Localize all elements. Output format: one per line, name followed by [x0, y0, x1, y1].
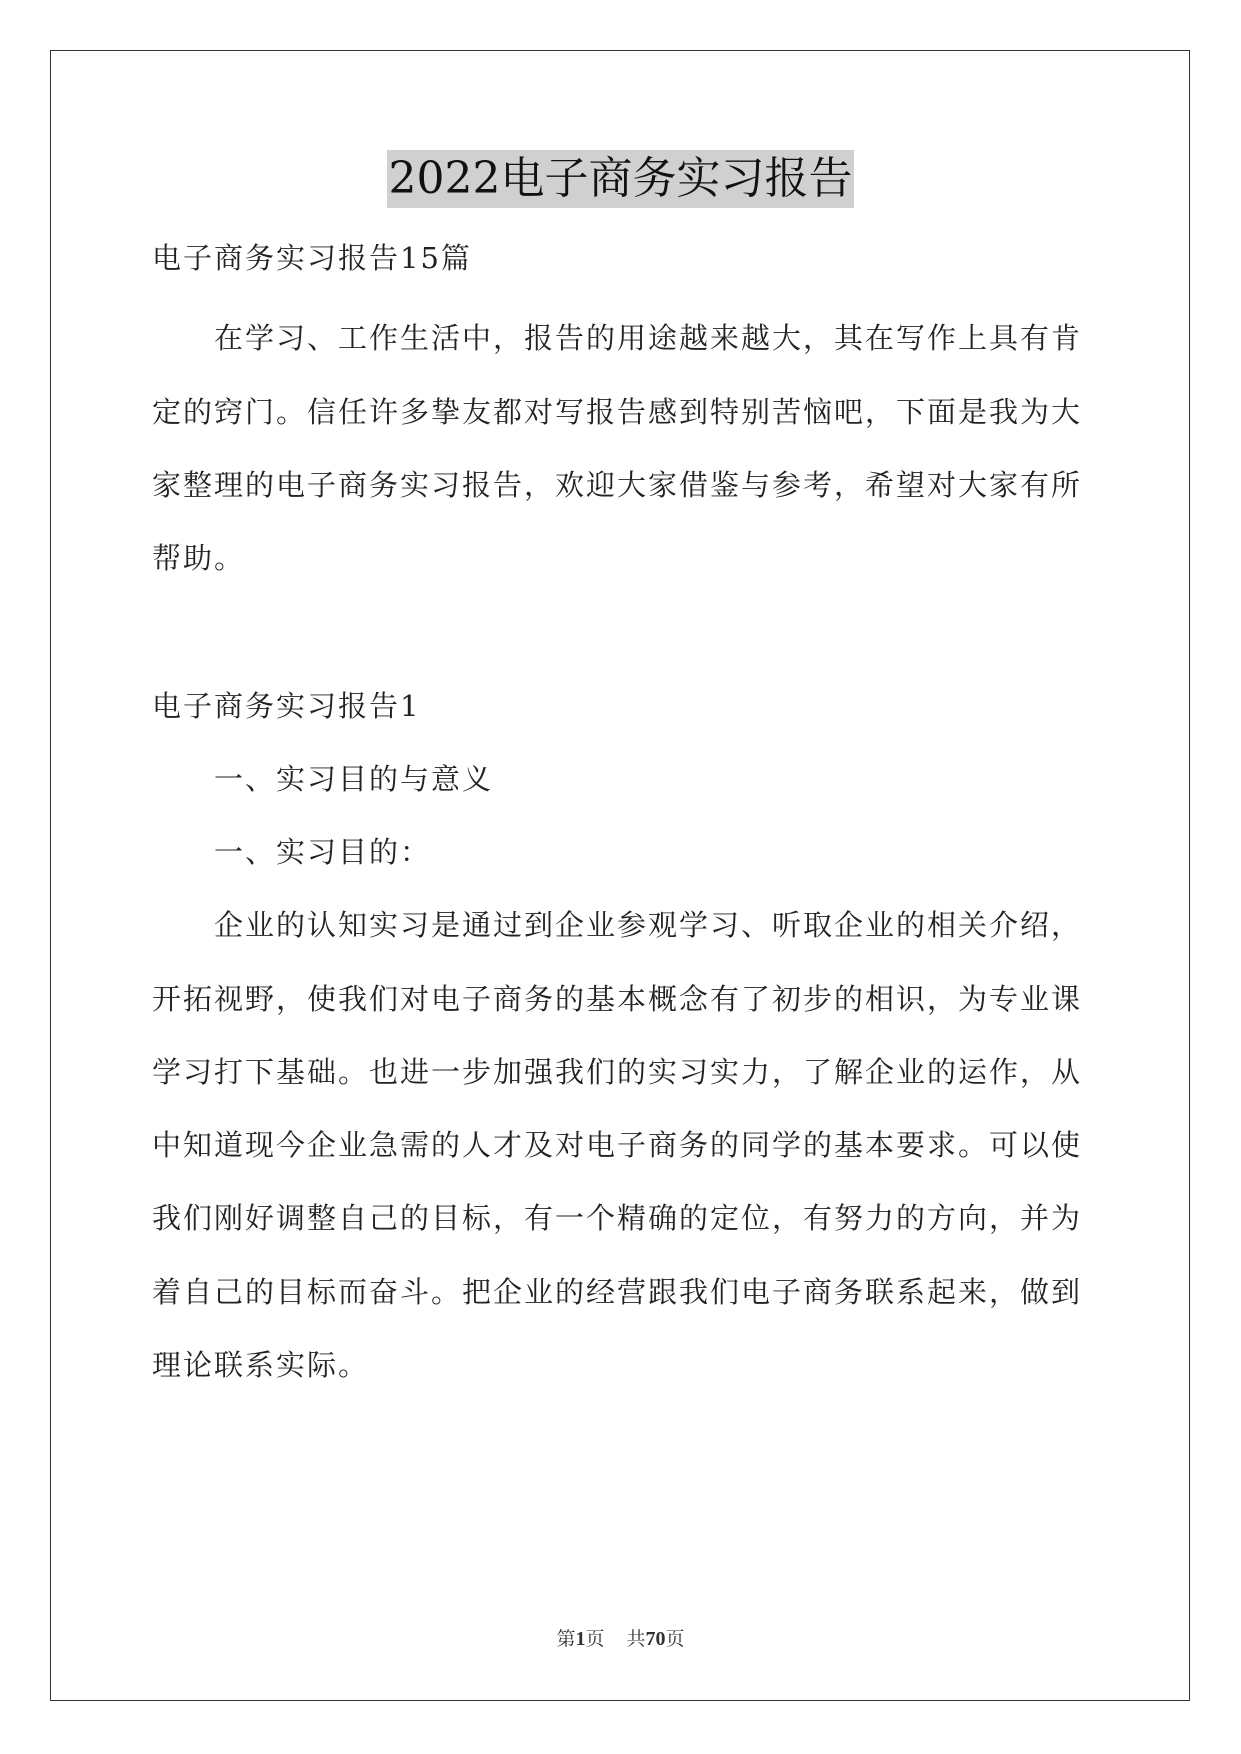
body-line-4: 中知道现今企业急需的人才及对电子商务的同学的基本要求。可以使 [152, 1128, 1083, 1162]
document-subtitle: 电子商务实习报告15篇 [152, 241, 472, 275]
page-prefix: 第 [556, 1628, 576, 1650]
body-line-5: 我们刚好调整自己的目标，有一个精确的定位，有努力的方向，并为 [152, 1201, 1083, 1235]
body-line-7: 理论联系实际。 [152, 1348, 370, 1382]
total-suffix: 页 [665, 1628, 685, 1650]
page-footer [0, 1626, 1241, 1652]
total-prefix: 共 [626, 1628, 646, 1650]
section-title: 电子商务实习报告1 [152, 689, 421, 723]
intro-line-4: 帮助。 [152, 541, 246, 575]
page-border [50, 50, 1190, 1701]
heading-purpose: 一、实习目的： [214, 835, 432, 869]
page-suffix: 页 [585, 1628, 605, 1650]
intro-line-3: 家整理的电子商务实习报告，欢迎大家借鉴与参考，希望对大家有所 [152, 468, 1083, 502]
body-line-6: 着自己的目标而奋斗。把企业的经营跟我们电子商务联系起来，做到 [152, 1275, 1083, 1309]
intro-line-1: 在学习、工作生活中，报告的用途越来越大，其在写作上具有肯 [214, 321, 1083, 355]
intro-line-2: 定的窍门。信任许多挚友都对写报告感到特别苦恼吧，下面是我为大 [152, 395, 1083, 429]
page-number: 1 [575, 1628, 586, 1650]
document-title: 2022电子商务实习报告 [387, 150, 855, 208]
total-pages: 70 [645, 1628, 666, 1650]
body-line-1: 企业的认知实习是通过到企业参观学习、听取企业的相关介绍， [214, 908, 1083, 942]
title-container [0, 150, 1241, 208]
heading-purpose-and-significance: 一、实习目的与意义 [214, 762, 494, 796]
body-line-2: 开拓视野，使我们对电子商务的基本概念有了初步的相识，为专业课 [152, 982, 1083, 1016]
body-line-3: 学习打下基础。也进一步加强我们的实习实力，了解企业的运作，从 [152, 1055, 1083, 1089]
